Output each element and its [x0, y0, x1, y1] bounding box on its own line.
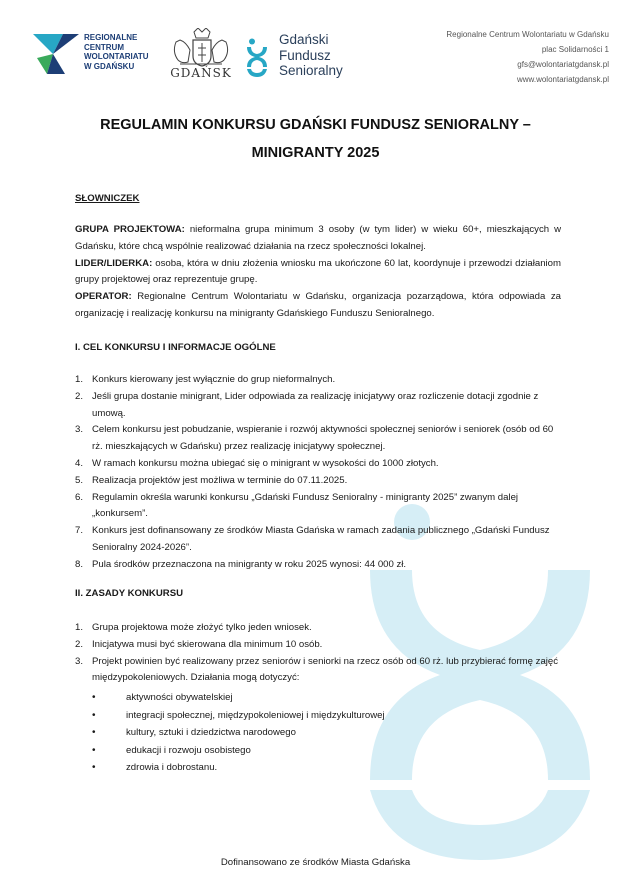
glossary-definition: Regionalne Centrum Wolontariatu w Gdańsku, organizacja pozarządowa, która odpowiada za organizację i realizację konkursu na minigranty Gdańskiego Funduszu Senioralnego.	[75, 291, 561, 319]
contact-website: www.wolontariatgdansk.pl	[516, 75, 609, 84]
glossary-term: OPERATOR:	[75, 291, 132, 303]
contact-org-name: Regionalne Centrum Wolontariatu w Gdańsku	[446, 30, 609, 39]
contact-address: plac Solidarności 1	[541, 45, 609, 54]
glossary-term: LIDER/LIDERKA:	[75, 257, 153, 269]
bullet-item: • zdrowia i dobrostanu.	[92, 762, 218, 773]
list-item: 1. Konkurs kierowany jest wyłącznie do grup nieformalnych.	[75, 374, 336, 385]
list-item: 4. W ramach konkursu można ubiegać się o minigrant w wysokości do 1000 złotych.	[75, 457, 439, 469]
glossary-term: GRUPA PROJEKTOWA:	[75, 224, 185, 235]
list-item: 1. Grupa projektowa może złożyć tylko jeden wniosek.	[75, 622, 312, 633]
section-2-bullets	[92, 689, 385, 777]
glossary-definition: osoba, która w dniu złożenia wniosku ma ukończone 60 lat, koordynuje i przewodzi działaniom grupy projektowej oraz reprezentuje grupę.	[75, 257, 561, 286]
list-item: 6. Regulamin określa warunki konkursu „Gdański Fundusz Senioralny - minigranty 2025” zwanym dalej „konkursem”.	[75, 491, 519, 520]
contact-email: gfs@wolontariatgdansk.pl	[517, 60, 609, 69]
gfs-logo-icon	[246, 38, 268, 78]
section-1-heading: I. CEL KONKURSU I INFORMACJE OGÓLNE	[75, 342, 276, 353]
list-item: 5. Realizacja projektów jest możliwa w terminie do 07.11.2025.	[75, 474, 348, 486]
section-1-list	[75, 372, 561, 574]
list-item: 3. Projekt powinien być realizowany przez seniorów i seniorki na rzecz osób od 60 rż. lub przybierać formę zajęć międzypokoleniowych. Działania mogą dotyczyć:	[75, 655, 559, 684]
gfs-logo-text: Gdański Fundusz Senioralny	[279, 32, 343, 78]
document-title-line-2: MINIGRANTY 2025	[251, 145, 380, 161]
bullet-item: • kultury, sztuki i dziedzictwa narodowego	[92, 727, 296, 738]
bullet-item: • edukacji i rozwoju osobistego	[92, 744, 251, 756]
list-item: 7. Konkurs jest dofinansowany ze środków Miasta Gdańska w ramach zadania publicznego „Gdański Fundusz Senioralny 2024-2026”.	[75, 525, 550, 553]
section-2-heading: II. ZASADY KONKURSU	[75, 588, 184, 599]
gdansk-logo-label: GDAŃSK	[170, 66, 232, 80]
glossary-entry	[75, 289, 561, 323]
section-2-list	[75, 620, 561, 687]
list-item: 8. Pula środków przeznaczona na minigranty w roku 2025 wynosi: 44 000 zł.	[75, 558, 407, 570]
bullet-item: • integracji społecznej, międzypokoleniowej i międzykulturowej	[92, 709, 385, 721]
glossary-definition: nieformalna grupa minimum 3 osoby (w tym lider) w wieku 60+, mieszkających w Gdańsku, które chcą wspólnie realizować działania na rzecz społeczności lokalnej.	[75, 224, 562, 252]
glossary-heading: SŁOWNICZEK	[75, 193, 140, 204]
contact-block	[446, 27, 609, 87]
list-item: 2. Jeśli grupa dostanie minigrant, Lider odpowiada za realizację inicjatywy oraz rozliczenie dotacji zgodnie z umową.	[75, 390, 539, 419]
document-title-line-1: REGULAMIN KONKURSU GDAŃSKI FUNDUSZ SENIORALNY –	[100, 117, 531, 133]
rcw-logo-icon	[33, 30, 81, 78]
glossary-entry	[75, 222, 561, 256]
footer-funding-note: Dofinansowano ze środków Miasta Gdańska	[220, 857, 411, 868]
glossary-entry	[75, 256, 561, 290]
list-item: 2. Inicjatywa musi być skierowana dla minimum 10 osób.	[75, 638, 323, 650]
rcw-logo-text: REGIONALNE CENTRUM WOLONTARIATU W GDAŃSKU	[84, 33, 149, 71]
bullet-item: • aktywności obywatelskiej	[92, 692, 233, 703]
list-item: 3. Celem konkursu jest pobudzanie, wspieranie i rozwój aktywności społecznej seniorów i seniorek (osób od 60 rż. mieszkających w Gdańsku) przez realizację inicjatywy społecznej.	[75, 424, 554, 453]
glossary-body	[75, 222, 561, 323]
